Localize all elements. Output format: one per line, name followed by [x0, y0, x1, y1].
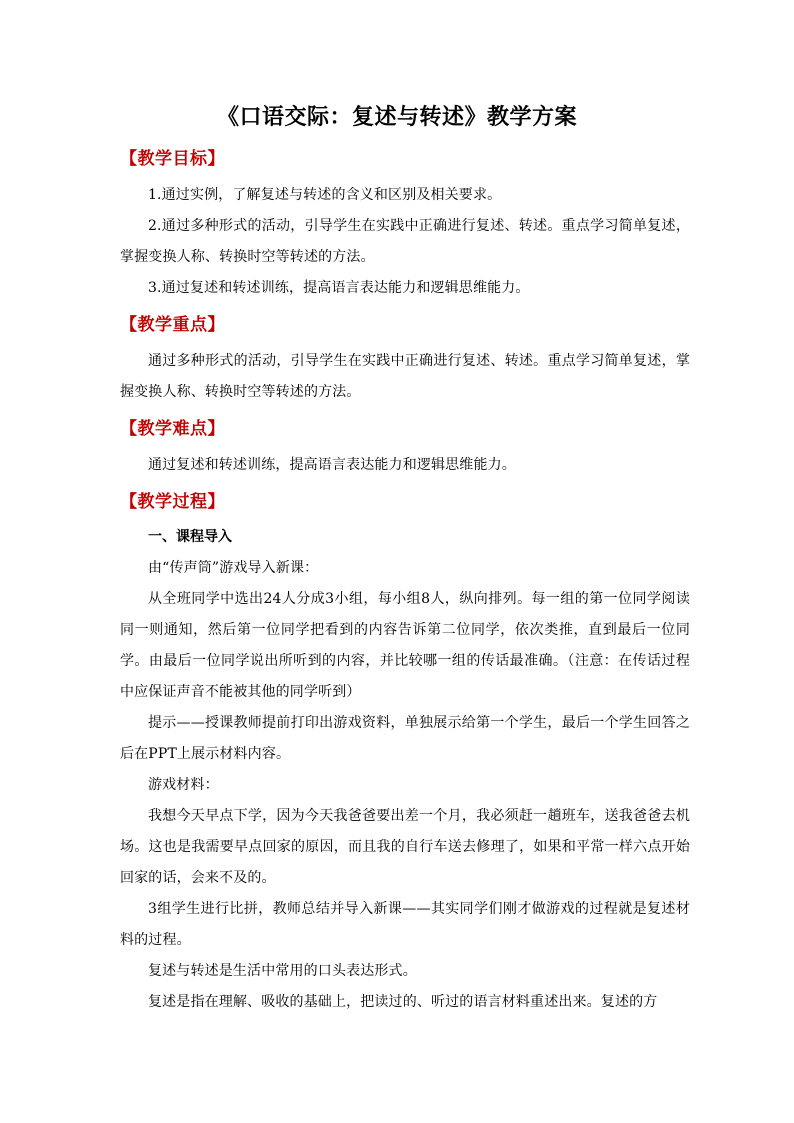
process-paragraph: 游戏材料：	[148, 777, 219, 793]
difficulties-heading: 【教学难点】	[120, 419, 225, 439]
process-paragraph: 从全班同学中选出24人分成3小组，每小组8人，纵向排列。每一组的第一位同学阅读同一则通知，然后第一位同学把看到的内容告诉第二位同学，依次类推，直到最后一位同学。由最后一位同学说出所听到的内容，并比较哪一组的传话最准确。（注意：在传话过程中应保证声音不能被其他的同学听到）	[120, 591, 690, 700]
process-paragraph: 3组学生进行比拼，教师总结并导入新课——其实同学们刚才做游戏的过程就是复述材料的过程。	[120, 901, 690, 948]
process-paragraph: 提示——授课教师提前打印出游戏资料，单独展示给第一个学生，最后一个学生回答之后在PPT上展示材料内容。	[120, 715, 690, 762]
process-heading: 【教学过程】	[120, 492, 225, 512]
objective-item-3: 3.通过复述和转述训练，提高语言表达能力和逻辑思维能力。	[148, 280, 530, 296]
key-points-text: 通过多种形式的活动，引导学生在实践中正确进行复述、转述。重点学习简单复述，掌握变换人称、转换时空等转述的方法。	[120, 353, 690, 400]
process-paragraph: 复述是指在理解、吸收的基础上，把读过的、听过的语言材料重述出来。复述的方	[148, 994, 658, 1010]
step1-heading: 一、课程导入	[148, 529, 232, 545]
difficulties-text: 通过复述和转述训练，提高语言表达能力和逻辑思维能力。	[148, 457, 516, 473]
process-paragraph: 我想今天早点下学，因为今天我爸爸要出差一个月，我必须赶一趟班车，送我爸爸去机场。这也是我需要早点回家的原因，而且我的自行车送去修理了，如果和平常一样六点开始回家的话，会来不及的。	[120, 808, 690, 886]
process-paragraph: 复述与转述是生活中常用的口头表达形式。	[148, 963, 417, 979]
objectives-heading: 【教学目标】	[120, 149, 225, 169]
process-paragraph: 由“传声筒”游戏导入新课：	[148, 560, 319, 576]
document-title: 《口语交际：复述与转述》教学方案	[216, 104, 577, 130]
key-points-heading: 【教学重点】	[120, 315, 225, 335]
objective-item-1: 1.通过实例，了解复述与转述的含义和区别及相关要求。	[148, 187, 502, 203]
objective-item-2: 2.通过多种形式的活动，引导学生在实践中正确进行复述、转述。重点学习简单复述，掌握变换人称、转换时空等转述的方法。	[120, 218, 690, 265]
